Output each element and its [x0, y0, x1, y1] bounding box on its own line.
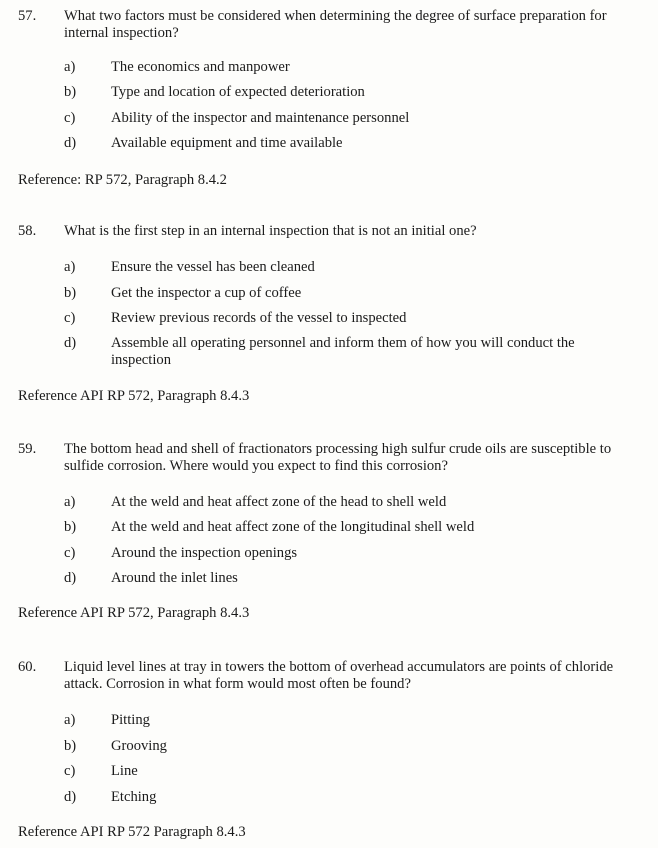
reference: Reference: RP 572, Paragraph 8.4.2 [18, 172, 227, 188]
option-text: The economics and manpower [111, 59, 290, 75]
question-text: Liquid level lines at tray in towers the bottom of overhead accumulators are points of chloride attack. Corrosion in what form would most often be found? [64, 659, 614, 692]
question-number: 57. [18, 8, 37, 24]
option-text: Ability of the inspector and maintenance personnel [111, 110, 410, 126]
option-text: Ensure the vessel has been cleaned [111, 259, 315, 275]
option-letter: c) [64, 310, 76, 326]
question-number: 59. [18, 441, 37, 457]
option-letter: d) [64, 570, 77, 586]
option-text: Assemble all operating personnel and inform them of how you will conduct the inspection [111, 335, 575, 368]
option-letter: c) [64, 763, 76, 779]
option-text: Available equipment and time available [111, 135, 343, 151]
option-letter: b) [64, 519, 77, 535]
option-letter: b) [64, 285, 77, 301]
option-text: Around the inlet lines [111, 570, 238, 586]
option-letter: a) [64, 712, 76, 728]
option-letter: c) [64, 110, 76, 126]
option-letter: b) [64, 84, 77, 100]
option-text: Around the inspection openings [111, 545, 298, 561]
question-number: 58. [18, 223, 37, 239]
reference: Reference API RP 572, Paragraph 8.4.3 [18, 605, 250, 621]
option-text: Grooving [111, 738, 167, 754]
question-text: What is the first step in an internal inspection that is not an initial one? [64, 223, 477, 239]
option-text: Line [111, 763, 138, 779]
option-text: At the weld and heat affect zone of the longitudinal shell weld [111, 519, 475, 535]
option-letter: d) [64, 789, 77, 805]
option-text: At the weld and heat affect zone of the head to shell weld [111, 494, 447, 510]
option-letter: c) [64, 545, 76, 561]
option-letter: d) [64, 335, 77, 351]
option-text: Etching [111, 789, 157, 805]
question-text: What two factors must be considered when determining the degree of surface preparation for internal inspection? [64, 8, 607, 41]
option-letter: d) [64, 135, 77, 151]
reference: Reference API RP 572, Paragraph 8.4.3 [18, 388, 250, 404]
question-number: 60. [18, 659, 37, 675]
option-text: Review previous records of the vessel to inspected [111, 310, 407, 326]
option-text: Pitting [111, 712, 150, 728]
option-letter: a) [64, 59, 76, 75]
option-text: Type and location of expected deterioration [111, 84, 365, 100]
option-letter: a) [64, 259, 76, 275]
option-letter: b) [64, 738, 77, 754]
option-letter: a) [64, 494, 76, 510]
option-text: Get the inspector a cup of coffee [111, 285, 302, 301]
question-text: The bottom head and shell of fractionators processing high sulfur crude oils are susceptible to sulfide corrosion. Where would you expect to find this corrosion? [64, 441, 612, 474]
reference: Reference API RP 572 Paragraph 8.4.3 [18, 824, 246, 840]
